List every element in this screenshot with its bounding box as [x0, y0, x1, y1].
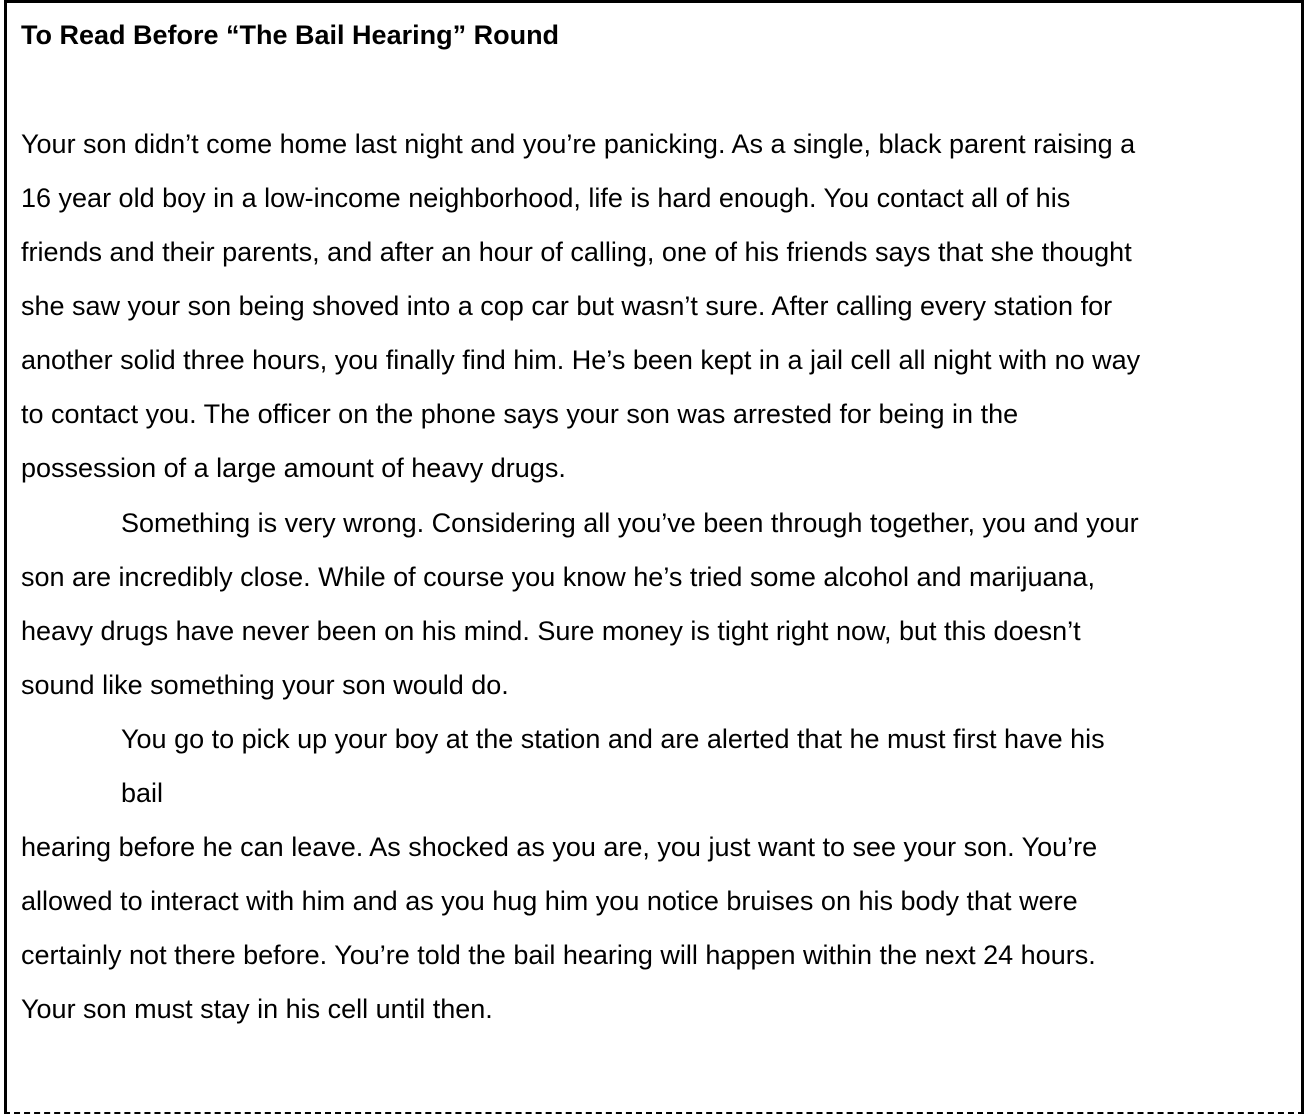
body-line: son are incredibly close. While of course you know he’s tried some alcohol and marijuana, — [21, 562, 1096, 592]
body-line: heavy drugs have never been on his mind. Sure money is tight right now, but this doesn’t — [21, 616, 1081, 646]
body-line: Your son didn’t come home last night and you’re panicking. As a single, black parent raising a — [21, 129, 1136, 159]
body-line: Something is very wrong. Considering all you’ve been through together, you and your — [121, 508, 1139, 538]
body-line: possession of a large amount of heavy drugs. — [21, 453, 566, 483]
body-line: certainly not there before. You’re told the bail hearing will happen within the next 24 hours. — [21, 940, 1096, 970]
body-line: hearing before he can leave. As shocked as you are, you just want to see your son. You’re — [21, 832, 1098, 862]
body-line: bail — [121, 778, 164, 808]
body-line: to contact you. The officer on the phone says your son was arrested for being in the — [21, 399, 1019, 429]
body-line: 16 year old boy in a low-income neighborhood, life is hard enough. You contact all of his — [21, 183, 1071, 213]
body-line: Your son must stay in his cell until then. — [21, 994, 493, 1024]
body-line: sound like something your son would do. — [21, 670, 509, 700]
body-line: another solid three hours, you finally find him. He’s been kept in a jail cell all night with no way — [21, 345, 1141, 375]
body-line: she saw your son being shoved into a cop car but wasn’t sure. After calling every station for — [21, 291, 1113, 321]
document-title: To Read Before “The Bail Hearing” Round — [21, 20, 560, 50]
body-line: You go to pick up your boy at the station and are alerted that he must first have his — [121, 724, 1105, 754]
body-line: allowed to interact with him and as you hug him you notice bruises on his body that were — [21, 886, 1078, 916]
body-line: friends and their parents, and after an hour of calling, one of his friends says that she thought — [21, 237, 1132, 267]
